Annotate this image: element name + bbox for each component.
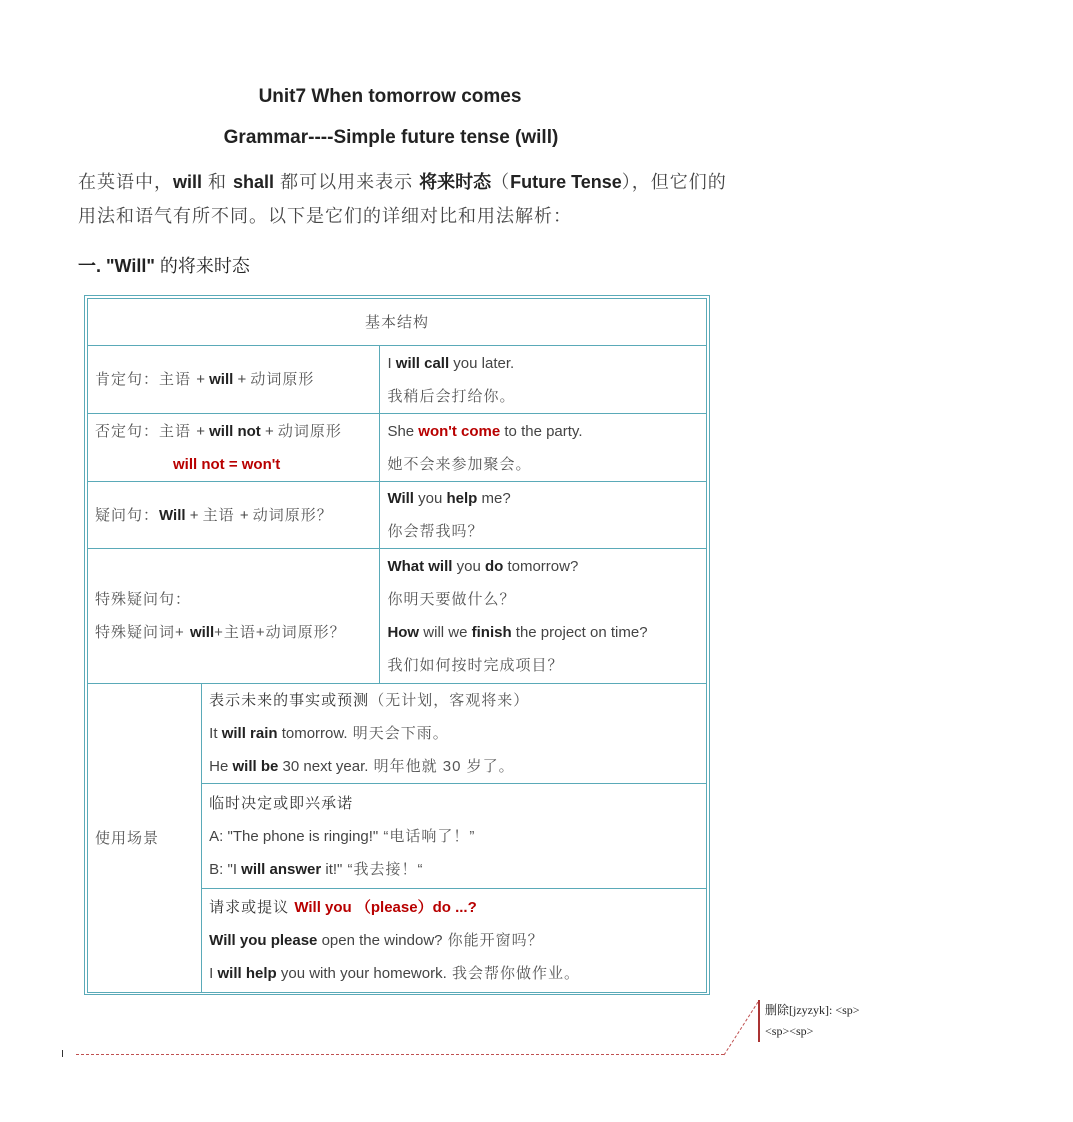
table-row-usage-1 xyxy=(88,684,707,784)
affirmative-example: I will call you later. 我稍后会打给你。 xyxy=(380,346,707,414)
revision-comment[interactable]: 删除[jzyzyk]: <sp> <sp><sp> xyxy=(758,1000,885,1042)
table-row-negative xyxy=(88,414,707,482)
usage-spontaneous: 临时决定或即兴承诺 A: "The phone is ringing!" “电话响了！” B: "I will answer it!" “我去接！“ xyxy=(202,784,707,889)
table-row-question xyxy=(88,482,707,549)
table-header: 基本结构 xyxy=(88,299,707,346)
question-example: Will you help me? 你会帮我吗？ xyxy=(380,482,707,549)
text-cursor xyxy=(62,1050,63,1057)
grammar-table xyxy=(84,295,710,995)
question-structure: 疑问句：Will + 主语 + 动词原形？ xyxy=(88,482,380,549)
negative-structure: 否定句：主语 + will not + 动词原形 will not = won't xyxy=(88,414,380,482)
document-subtitle: Grammar----Simple future tense (will) xyxy=(223,127,559,148)
table-row-special-question xyxy=(88,549,707,684)
usage-prediction: 表示未来的事实或预测（无计划，客观将来） It will rain tomorrow. 明天会下雨。 He will be 30 next year. 明年他就 30 岁了。 xyxy=(202,684,707,784)
usage-label: 使用场景 xyxy=(88,684,202,993)
special-question-example: What will you do tomorrow? 你明天要做什么？ How will we finish the project on time? 我们如何按时完成项目？ xyxy=(380,549,707,684)
comment-anchor-line xyxy=(76,1054,724,1055)
table-row-affirmative xyxy=(88,346,707,414)
contraction-note: will not = won't xyxy=(173,455,281,473)
section-heading: 一. "Will" 的将来时态 xyxy=(78,256,250,276)
comment-connector-line xyxy=(722,1000,762,1056)
usage-request: 请求或提议 Will you （please）do ...? Will you please open the window? 你能开窗吗？ I will help you with your homework. 我会帮你做作业。 xyxy=(202,889,707,993)
negative-example: She won't come to the party. 她不会来参加聚会。 xyxy=(380,414,707,482)
intro-paragraph: 在英语中，will 和 shall 都可以用来表示 将来时态（Future Tense），但它们的用法和语气有所不同。以下是它们的详细对比和用法解析： xyxy=(78,172,727,226)
document-title: Unit7 When tomorrow comes xyxy=(258,86,522,107)
special-question-structure: 特殊疑问句： 特殊疑问词+ will+主语+动词原形？ xyxy=(88,549,380,684)
affirmative-structure: 肯定句：主语 + will + 动词原形 xyxy=(88,346,380,414)
